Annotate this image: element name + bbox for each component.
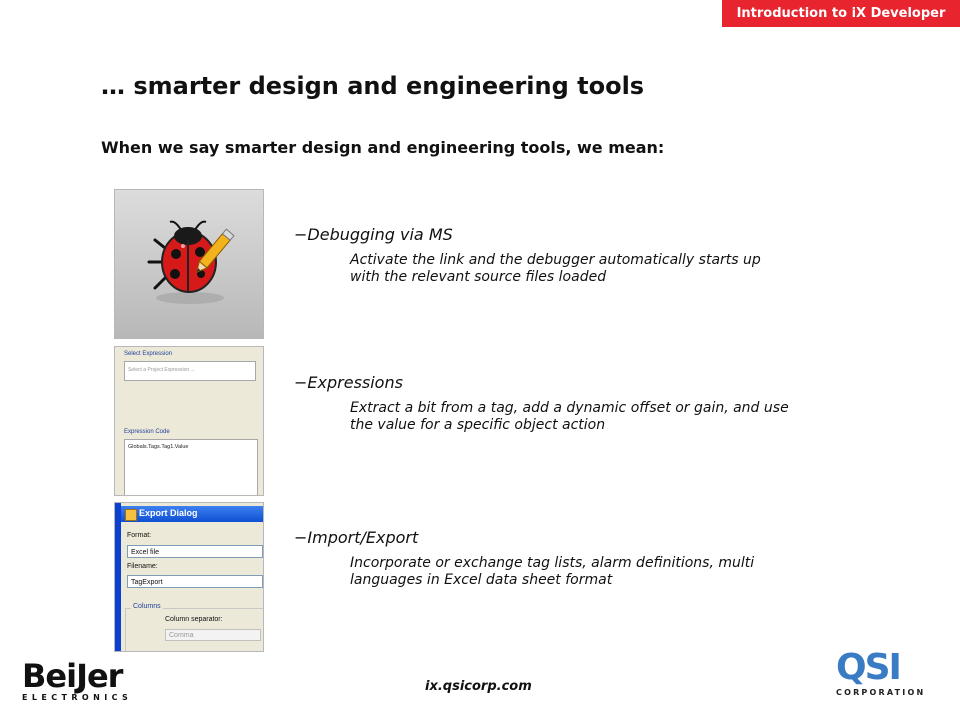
column-separator-field: Comma (165, 629, 261, 641)
footer-url[interactable]: ix.qsicorp.com (425, 679, 532, 694)
bullet-description: Activate the link and the debugger automatically starts up with the relevant source files loaded (350, 252, 761, 285)
columns-label: Columns (133, 603, 161, 610)
expression-code-label: Expression Code (124, 429, 170, 435)
bullet-item (294, 373, 794, 434)
beijer-logo-main: BeiJer (22, 657, 123, 695)
qsi-logo-sub: CORPORATION (836, 688, 926, 697)
bullet-heading: −Import/Export (294, 528, 419, 547)
dialog-titlebar (121, 506, 263, 522)
filename-field: TagExport (127, 575, 263, 588)
select-expression-field (124, 361, 256, 381)
bullet-item (294, 528, 794, 589)
debug-thumbnail (114, 189, 264, 339)
beijer-logo-sub: ELECTRONICS (22, 693, 133, 702)
bullet-heading: −Expressions (294, 373, 403, 392)
qsi-logo-main: QSI (836, 647, 900, 688)
bullet-description: Incorporate or exchange tag lists, alarm definitions, multi languages in Excel data sheet format (350, 555, 755, 588)
ladybug-debug-icon (115, 190, 264, 339)
qsi-logo (836, 647, 930, 697)
filename-label: Filename: (127, 563, 158, 570)
expression-code-value: Globals.Tags.Tag1.Value (128, 444, 189, 450)
format-field: Excel file (127, 545, 263, 558)
window-frame (115, 503, 121, 652)
export-dialog-thumbnail (114, 502, 264, 652)
bullet-heading: −Debugging via MS (294, 225, 453, 244)
select-expression-label: Select Expression (124, 351, 173, 357)
slide-title: … smarter design and engineering tools (101, 72, 645, 100)
header-tag: Introduction to iX Developer (722, 0, 960, 27)
expression-thumbnail (114, 346, 264, 496)
column-separator-label: Column separator: (165, 616, 223, 623)
dialog-title: Export Dialog (139, 508, 198, 518)
beijer-logo (22, 657, 133, 702)
expression-code-field (124, 439, 258, 496)
format-label: Format: (127, 532, 152, 539)
bullet-description: Extract a bit from a tag, add a dynamic offset or gain, and use the value for a specific object action (350, 400, 789, 433)
slide-subtitle: When we say smarter design and engineering tools, we mean: (101, 138, 665, 157)
dialog-app-icon (125, 509, 137, 521)
select-expression-placeholder: Select a Project Expression ... (128, 367, 195, 373)
bullet-item (294, 225, 794, 286)
